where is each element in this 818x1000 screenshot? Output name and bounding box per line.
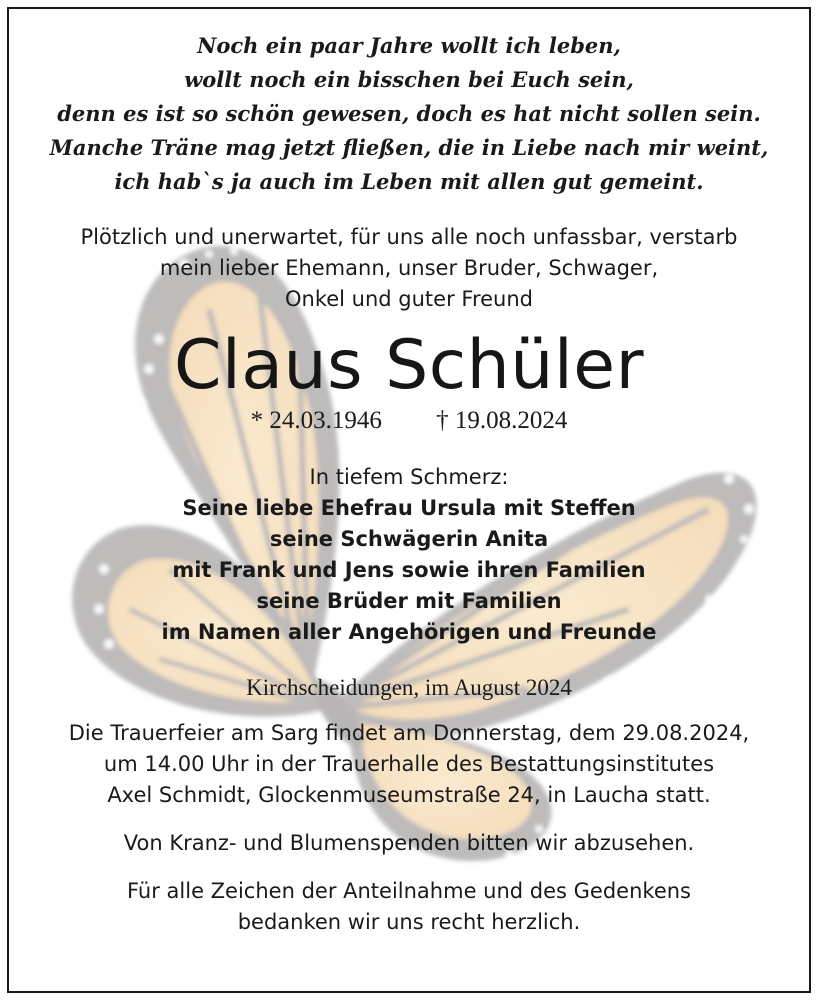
mourner-line: Seine liebe Ehefrau Ursula mit Steffen: [182, 496, 636, 520]
deceased-name: Claus Schüler: [173, 326, 645, 405]
thanks-line: Für alle Zeichen der Anteilnahme und des Gedenkens: [126, 879, 691, 903]
poem-line: wollt noch ein bisschen bei Euch sein,: [184, 67, 634, 92]
mourner-line: im Namen aller Angehörigen und Freunde: [161, 620, 657, 644]
poem-line: ich hab`s ja auch im Leben mit allen gut gemeint.: [114, 169, 704, 194]
grief-heading: In tiefem Schmerz:: [309, 465, 509, 489]
service-line: Axel Schmidt, Glockenmuseumstraße 24, in Laucha statt.: [107, 783, 711, 807]
obituary-frame: [7, 7, 811, 993]
life-dates: [9, 404, 809, 438]
mourner-line: mit Frank und Jens sowie ihren Familien: [172, 558, 646, 582]
obituary-content: [9, 9, 809, 938]
birth-date: * 24.03.1946: [250, 407, 382, 434]
poem-line: Manche Träne mag jetzt fließen, die in Liebe nach mir weint,: [49, 135, 769, 160]
funeral-service-info: [9, 718, 809, 811]
flowers-note: Von Kranz- und Blumenspenden bitten wir abzusehen.: [123, 831, 695, 855]
intro-line: Plötzlich und unerwartet, für uns alle noch unfassbar, verstarb: [80, 225, 738, 249]
memorial-poem: [9, 9, 809, 199]
mourner-line: seine Brüder mit Familien: [256, 589, 562, 613]
thanks-line: bedanken wir uns recht herzlich.: [237, 910, 581, 934]
death-date: † 19.08.2024: [436, 407, 568, 434]
death-announcement: [9, 222, 809, 315]
service-line: Die Trauerfeier am Sarg findet am Donnerstag, dem 29.08.2024,: [68, 721, 750, 745]
intro-line: Onkel und guter Freund: [284, 287, 533, 311]
mourner-line: seine Schwägerin Anita: [269, 527, 549, 551]
intro-line: mein lieber Ehemann, unser Bruder, Schwager,: [159, 256, 659, 280]
thanks-note: [9, 876, 809, 938]
poem-line: denn es ist so schön gewesen, doch es hat nicht sollen sein.: [57, 101, 761, 126]
place-and-date: Kirchscheidungen, im August 2024: [246, 675, 572, 700]
mourners-list: [9, 493, 809, 648]
poem-line: Noch ein paar Jahre wollt ich leben,: [197, 33, 621, 58]
service-line: um 14.00 Uhr in der Trauerhalle des Bestattungsinstitutes: [103, 752, 715, 776]
